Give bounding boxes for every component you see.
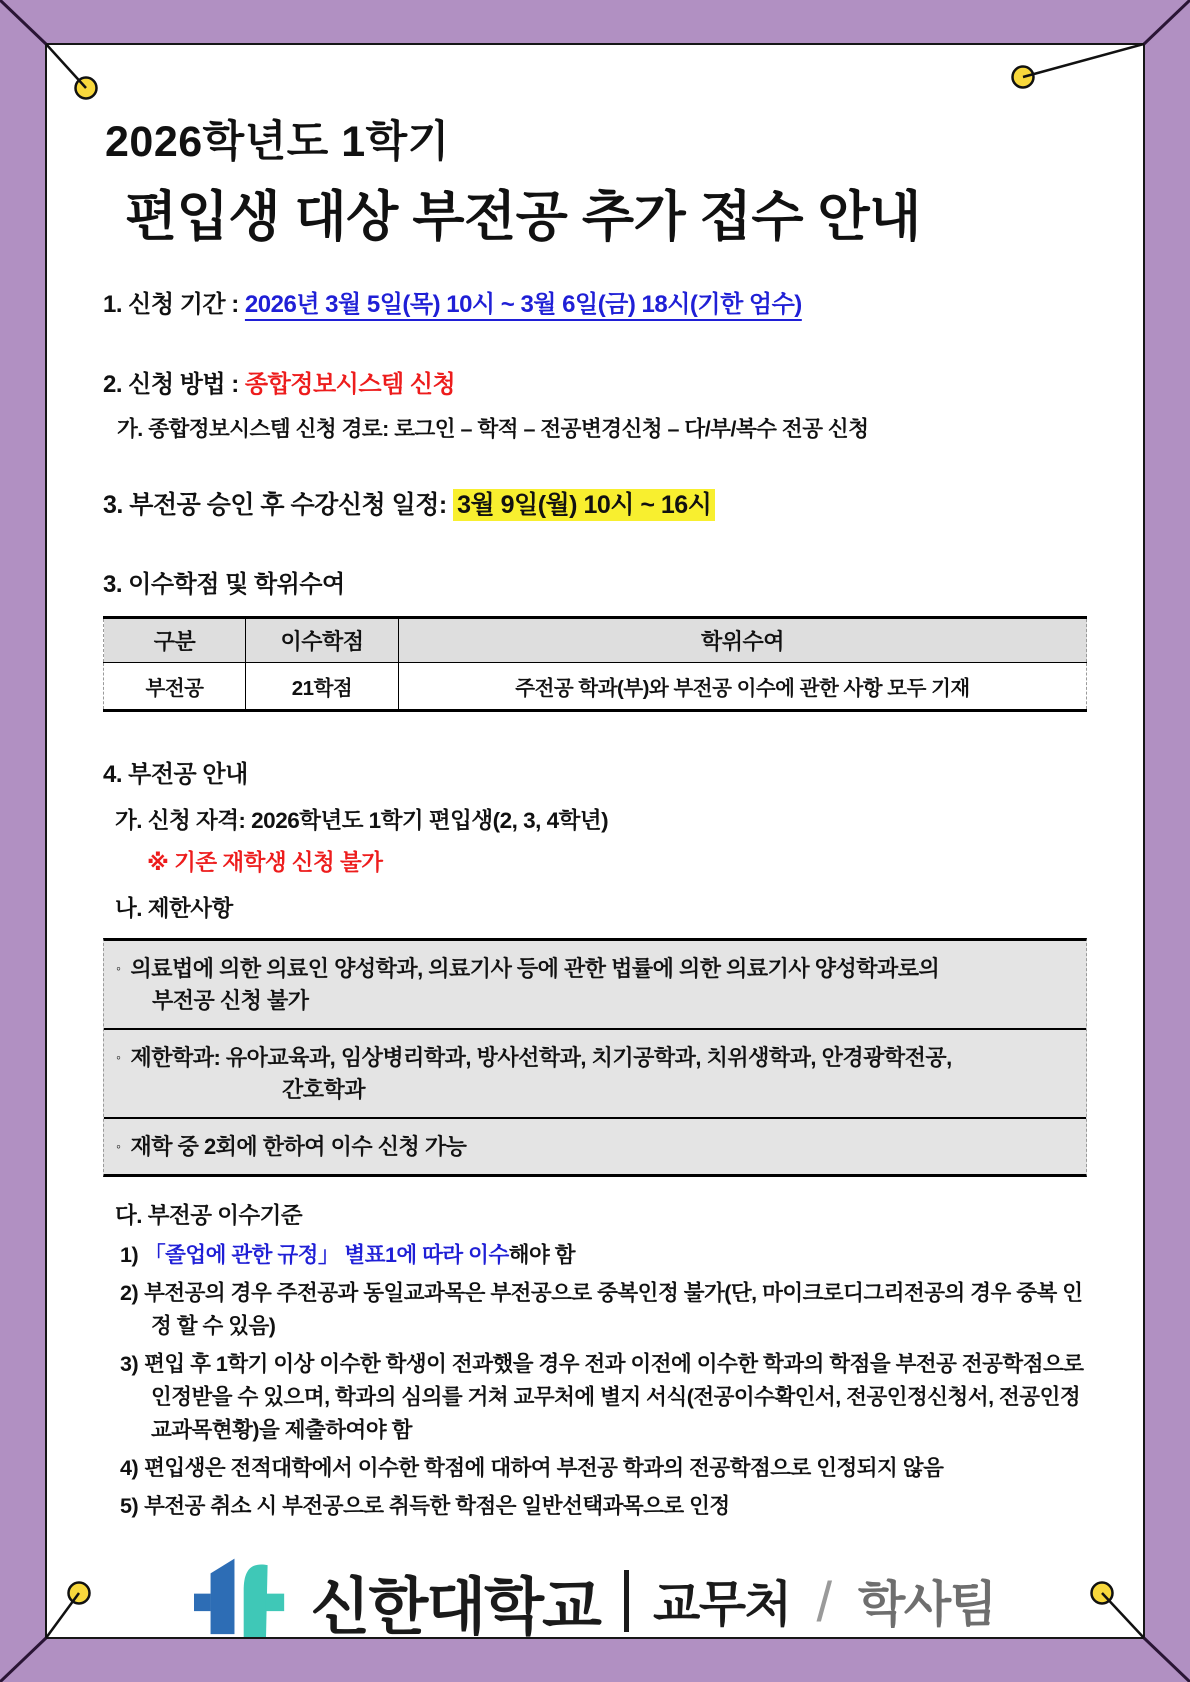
restriction-line: 부전공 신청 불가: [152, 988, 309, 1013]
criteria-list: [103, 1239, 1087, 1523]
title-line2: 편입생 대상 부전공 추가 접수 안내: [125, 187, 921, 247]
circle-bullet-icon: ◦: [116, 1138, 121, 1154]
restriction-line: 간호학과: [282, 1077, 366, 1102]
university-name: 신한대학교: [310, 1572, 600, 1639]
item-number: 3): [120, 1352, 139, 1376]
criteria-text: 편입생은 전적대학에서 이수한 학점에 대하여 부전공 학과의 전공학점으로 인정되지 않음: [144, 1456, 944, 1480]
minor-guide-heading: 4. 부전공 안내: [103, 761, 248, 788]
credit-table: [103, 616, 1087, 712]
eligibility-note: ※ 기존 재학생 신청 불가: [147, 850, 383, 875]
circle-bullet-icon: ◦: [116, 1049, 121, 1065]
list-item: [104, 1030, 1086, 1119]
restriction-text: 의료법에 의한 의료인 양성학과, 의료기사 등에 관한 법률에 의한 의료기사 양성학과로의: [130, 956, 940, 981]
eligibility-line: 가. 신청 자격: 2026학년도 1학기 편입생(2, 3, 4학년): [115, 808, 609, 833]
list-item: [103, 1277, 1087, 1343]
list-item: [103, 1348, 1087, 1447]
credit-table-cell-category: 부전공: [145, 677, 204, 700]
footer-logo-lockup: [103, 1549, 1087, 1639]
credit-table-header-row: [104, 618, 1087, 663]
restrictions-box: [103, 938, 1087, 1177]
criteria-blue-text: 「졸업에 관한 규정」 별표1에 따라 이수: [144, 1243, 509, 1267]
criteria-text: 편입 후 1학기 이상 이수한 학생이 전과했을 경우 전과 이전에 이수한 학과의 학점을 부전공 전공학점으로 인정받을 수 있으며, 학과의 심의를 거쳐 교무처에 별지 서식(전공이수확인서, 전공인정신청서, 전공인정교과목현황)을 제출하여야 함: [144, 1352, 1084, 1442]
team-name: 학사팀: [858, 1578, 996, 1632]
slash-separator: /: [816, 1569, 833, 1633]
department-name: 교무처: [652, 1578, 791, 1632]
corner-line: [0, 1638, 46, 1682]
item-number: 2): [120, 1281, 139, 1305]
application-method-value: 종합정보시스템 신청: [244, 371, 456, 398]
divider: [624, 1570, 629, 1632]
application-path-line: 가. 종합정보시스템 신청 경로: 로그인 – 학적 – 전공변경신청 – 다/부/복수 전공 신청: [117, 417, 869, 441]
title-line1: 2026학년도 1학기: [105, 118, 450, 166]
application-method-line: [103, 370, 1087, 400]
restriction-text: 제한학과: 유아교육과, 임상병리학과, 방사선학과, 치기공학과, 치위생학과, 안경광학전공,: [130, 1045, 952, 1070]
credit-table-header-credits: 이수학점: [246, 618, 399, 663]
list-item: [104, 941, 1086, 1030]
course-registration-value: 3월 9일(월) 10시 ~ 16시: [453, 489, 715, 521]
criteria-text: 부전공의 경우 주전공과 동일교과목은 부전공으로 중복인정 불가(단, 마이크로디그리전공의 경우 중복 인정 할 수 있음): [144, 1281, 1083, 1338]
circle-bullet-icon: ◦: [116, 960, 121, 976]
list-item: [103, 1452, 1087, 1485]
restriction-line: [116, 952, 1074, 985]
restrictions-heading: 나. 제한사항: [115, 896, 233, 921]
corner-line: [1144, 0, 1190, 44]
criteria-text: 해야 함: [508, 1243, 575, 1267]
list-item: [103, 1239, 1087, 1272]
item-number: 4): [120, 1456, 139, 1480]
criteria-heading: 다. 부전공 이수기준: [115, 1203, 303, 1228]
restriction-text: 재학 중 2회에 한하여 이수 신청 가능: [130, 1134, 467, 1159]
credit-table-cell-degree: 주전공 학과(부)와 부전공 이수에 관한 사항 모두 기재: [399, 663, 1087, 711]
credits-heading: 3. 이수학점 및 학위수여: [103, 571, 345, 598]
application-period-label: 1. 신청 기간 :: [103, 291, 245, 318]
table-row: [104, 663, 1087, 711]
application-period-value: 2026년 3월 5일(목) 10시 ~ 3월 6일(금) 18시(기한 엄수): [244, 291, 802, 318]
item-number: 5): [120, 1494, 139, 1518]
criteria-text: 부전공 취소 시 부전공으로 취득한 학점은 일반선택과목으로 인정: [144, 1494, 730, 1518]
credit-table-header-category: 구분: [104, 618, 246, 663]
list-item: [104, 1119, 1086, 1174]
restriction-line: [116, 1041, 1074, 1074]
credit-table-header-degree: 학위수여: [399, 618, 1087, 663]
course-registration-label: 3. 부전공 승인 후 수강신청 일정:: [103, 491, 454, 519]
list-item: [103, 1490, 1087, 1523]
credit-table-cell-credits: 21학점: [246, 663, 399, 711]
university-logo-icon: [194, 1549, 286, 1639]
item-number: 1): [120, 1243, 139, 1267]
corner-line: [1144, 1638, 1190, 1682]
application-method-label: 2. 신청 방법 :: [103, 371, 245, 398]
course-registration-line: [103, 490, 1087, 520]
notice-paper: [45, 43, 1145, 1639]
application-period-line: [103, 290, 1087, 320]
corner-line: [0, 0, 46, 44]
restriction-line: [116, 1130, 1074, 1163]
